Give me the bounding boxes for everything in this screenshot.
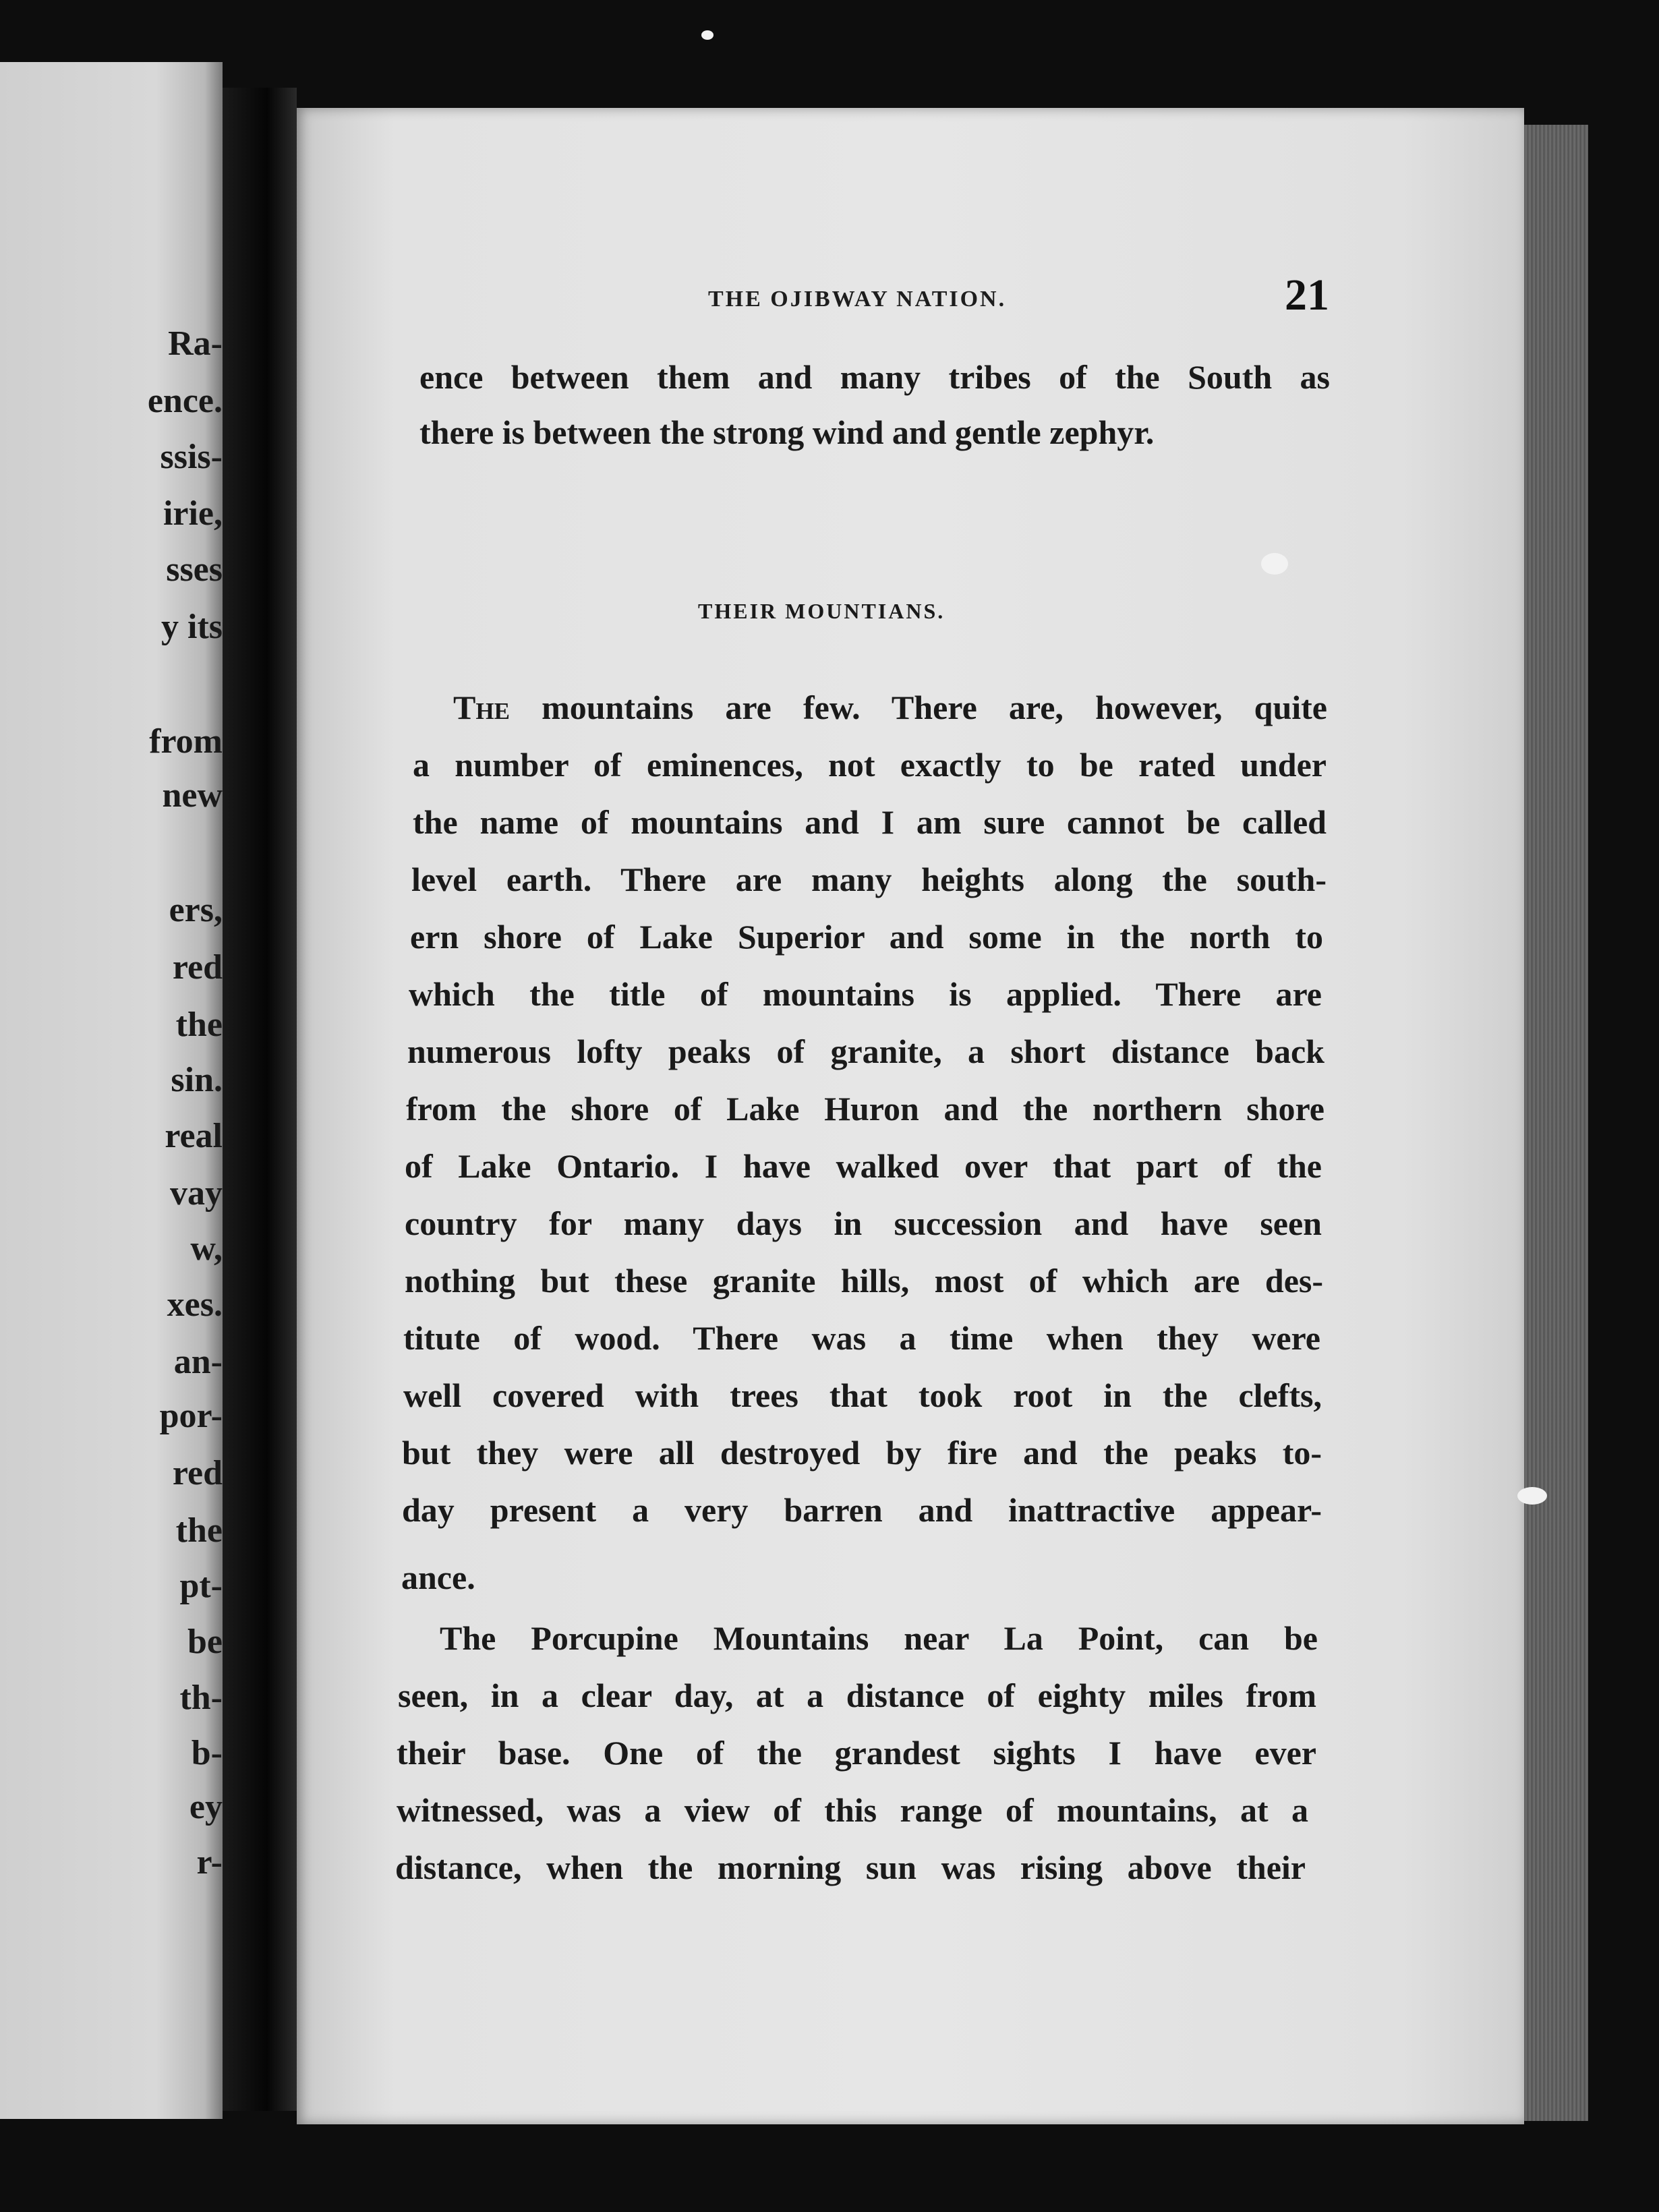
paragraph1-last-line: ance. xyxy=(401,1559,475,1596)
paragraph1-line: but they were all destroyed by fire and the peaks to- xyxy=(402,1434,1322,1472)
opening-line-1: ence between them and many tribes of the South as xyxy=(419,358,1330,396)
paragraph1-line: the name of mountains and I am sure cannot be called xyxy=(413,803,1327,841)
left-page-text xyxy=(0,62,223,2119)
paragraph1-line: of Lake Ontario. I have walked over that part of the xyxy=(405,1147,1322,1185)
left-page-line: xes. xyxy=(167,1285,223,1324)
paragraph2-line: witnessed, was a view of this range of mountains, at a xyxy=(397,1791,1308,1829)
left-page-line: r- xyxy=(196,1843,223,1882)
left-page-line: vay xyxy=(170,1174,223,1213)
left-page-line: por- xyxy=(159,1397,223,1435)
paragraph1-line-1 xyxy=(453,688,1327,727)
scan-speck xyxy=(701,30,714,40)
paragraph1-line: numerous lofty peaks of granite, a short distance back xyxy=(407,1032,1325,1070)
left-page-line: red xyxy=(172,1454,223,1492)
left-page-line: y its xyxy=(161,608,223,646)
left-page-line: the xyxy=(175,1511,223,1550)
paragraph1-line: country for many days in succession and have seen xyxy=(405,1204,1322,1242)
paragraph2-line: seen, in a clear day, at a distance of eighty miles from xyxy=(398,1677,1316,1714)
left-page-fragment xyxy=(0,62,223,2119)
left-page-line: an- xyxy=(173,1343,223,1381)
paragraph1-line: which the title of mountains is applied. There are xyxy=(409,975,1322,1013)
left-page-line: the xyxy=(175,1006,223,1044)
page-number: 21 xyxy=(1285,270,1329,320)
left-page-line: ence. xyxy=(147,382,223,420)
section-heading: THEIR MOUNTIANS. xyxy=(698,599,945,623)
paragraph2-line: their base. One of the grandest sights I have ever xyxy=(397,1734,1316,1772)
left-page-line: be xyxy=(187,1623,223,1661)
opening-line-2: there is between the strong wind and gentle zephyr. xyxy=(419,413,1155,451)
left-page-line: ssis- xyxy=(160,438,223,476)
left-page-line: red xyxy=(172,948,223,987)
paragraph1-line: nothing but these granite hills, most of which are des- xyxy=(405,1262,1323,1300)
paragraph1-line: level earth. There are many heights along the south- xyxy=(411,861,1327,898)
left-page-line: from xyxy=(149,722,223,761)
left-page-line: irie, xyxy=(163,494,223,533)
running-header: THE OJIBWAY NATION. xyxy=(708,287,1007,312)
left-page-line: real xyxy=(165,1117,223,1155)
paragraph1-first-word: The xyxy=(453,689,510,726)
scan-speck xyxy=(1261,553,1288,575)
paragraph1-line: ern shore of Lake Superior and some in the north to xyxy=(410,918,1323,956)
paragraph1-line: day present a very barren and inattractive appear- xyxy=(402,1491,1322,1529)
left-page-line: Ra- xyxy=(168,324,223,363)
left-page-line: new xyxy=(162,776,223,815)
left-page-line: w, xyxy=(190,1229,223,1268)
left-page-line: sses xyxy=(166,550,223,589)
paragraph1-line: from the shore of Lake Huron and the northern shore xyxy=(406,1090,1325,1128)
left-page-line: b- xyxy=(191,1734,223,1772)
left-page-line: pt- xyxy=(179,1567,223,1605)
paragraph2-line: distance, when the morning sun was rising above their xyxy=(395,1849,1306,1886)
left-page-line: sin. xyxy=(171,1061,223,1099)
paragraph1-line: well covered with trees that took root in the clefts, xyxy=(403,1376,1322,1414)
paragraph1-line: a number of eminences, not exactly to be rated under xyxy=(413,746,1327,784)
paragraph1-first-line-rest: mountains are few. There are, however, quite xyxy=(509,689,1327,726)
book-gutter xyxy=(223,88,297,2111)
page-edges xyxy=(1524,125,1588,2121)
paragraph1-line: titute of wood. There was a time when they were xyxy=(403,1319,1320,1357)
left-page-line: th- xyxy=(179,1679,223,1717)
paragraph2-line: The Porcupine Mountains near La Point, can be xyxy=(440,1619,1318,1657)
scan-speck xyxy=(1517,1487,1547,1505)
left-page-line: ey xyxy=(189,1788,223,1826)
left-page-line: ers, xyxy=(169,891,223,929)
